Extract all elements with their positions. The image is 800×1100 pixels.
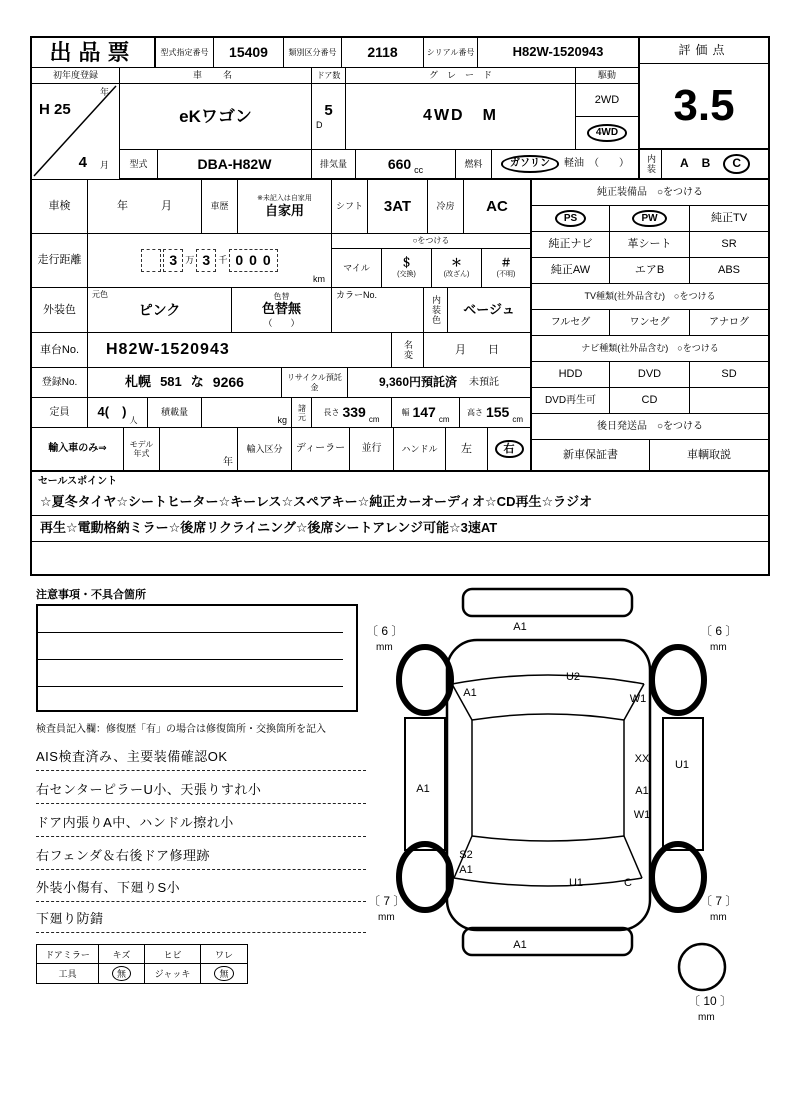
recycle-alt: 未預託 — [469, 376, 500, 388]
import-label: 輸入車のみ⇒ — [32, 428, 124, 472]
height-label: 高さ — [466, 407, 483, 417]
handle-left: 左 — [446, 428, 488, 472]
unknown-symbol: ＃ — [500, 257, 512, 270]
tools-ware-label: ワレ — [201, 945, 247, 964]
odometer-rest-digits: 000 — [229, 249, 277, 271]
shaken-value: 年 月 — [88, 180, 202, 234]
fuel-gasoline-circled: ガソリン — [501, 155, 559, 173]
notes-label: 注意事項・不具合箇所 — [36, 588, 146, 601]
genuine-equipment-header: 純正装備品 ○をつける — [532, 180, 768, 206]
equip-pw-cell — [610, 206, 690, 232]
mileage-exchange — [382, 249, 432, 288]
tire-depth-unit: mm — [378, 912, 395, 923]
zone-label-A1: A1 — [459, 864, 473, 876]
class-code-value: 2118 — [342, 38, 424, 68]
color-change-cell — [232, 288, 332, 333]
shaken-label: 車検 — [32, 180, 88, 234]
spare-tire — [679, 944, 725, 990]
fuel-label: 燃料 — [456, 150, 492, 180]
equip-airb: エアB — [610, 258, 690, 284]
equip-fullseg: フルセグ — [532, 310, 610, 336]
displacement-unit: cc — [414, 164, 424, 175]
interior-color-value: ベージュ — [448, 288, 532, 333]
equip-sd: SD — [690, 362, 768, 388]
drive-4wd-circled: 4WD — [587, 124, 627, 142]
interior-color-label: 内装色 — [431, 295, 441, 325]
length-value: 339 — [342, 404, 366, 421]
class-code-label: 類別区分番号 — [284, 38, 342, 68]
grade-value: 4WD M — [346, 84, 576, 150]
base-color-label: 元色 — [92, 290, 108, 299]
odometer-sen-digit: 3 — [196, 249, 216, 271]
tire-depth-value: 〔 7 〕 — [700, 894, 738, 908]
tire-depth-value: 〔 6 〕 — [366, 624, 404, 638]
width-label: 幅 — [401, 407, 410, 417]
zone-label-A1: A1 — [463, 687, 477, 699]
auction-sheet-form — [30, 36, 770, 576]
tire-depth-value: 〔 7 〕 — [368, 894, 406, 908]
equip-empty — [690, 388, 768, 414]
zone-label-C: C — [624, 877, 632, 889]
zone-label-A1: A1 — [513, 939, 527, 951]
diagram-zone-labels — [366, 621, 737, 1023]
rear-left-tire — [399, 844, 451, 910]
grade-label: グ レ ー ド — [346, 68, 576, 84]
zone-label-A1: A1 — [513, 621, 527, 633]
inspector-note-5: 外装小傷有、下廻りS小 — [36, 875, 366, 902]
capacity-value: 4( ) — [97, 404, 127, 420]
zone-label-XX: XX — [634, 753, 650, 765]
inspector-header: 検査員記入欄：修復歴「有」の場合は修復箇所・交換箇所を記入 — [36, 724, 326, 736]
unknown-note: (不明) — [496, 270, 516, 278]
ac-label: 冷房 — [428, 180, 464, 234]
equip-hdd: HDD — [532, 362, 610, 388]
equip-sr: SR — [690, 232, 768, 258]
handle-right-cell — [488, 428, 532, 472]
manual-cell: 車輌取説 — [650, 440, 768, 472]
drive-4wd-cell — [576, 117, 638, 150]
mileage-label: 走行距離 — [32, 234, 88, 288]
car-name-value: eKワゴン — [120, 84, 312, 150]
shift-value: 3AT — [368, 180, 428, 234]
fuel-cell — [492, 150, 638, 180]
history-cell — [238, 180, 332, 234]
model-code-value: 15409 — [214, 38, 284, 68]
width-value: 147 — [412, 404, 436, 421]
car-damage-diagram — [360, 580, 764, 1030]
sales-points-line1: ☆夏冬タイヤ☆シートヒーター☆キーレス☆スペアキー☆純正カーオーディオ☆CD再生☆ラジオ — [32, 490, 768, 516]
length-label: 長さ — [323, 407, 340, 417]
first-reg-month: 4 — [78, 153, 87, 171]
zone-label-W1: W1 — [629, 693, 647, 705]
doors-unit: D — [316, 120, 323, 131]
mileage-unknown — [482, 249, 532, 288]
drive-label: 駆動 — [576, 68, 638, 84]
later-shipping-header: 後日発送品 ○をつける — [532, 414, 768, 440]
first-reg-cell — [32, 84, 120, 180]
load-label: 積載量 — [148, 398, 202, 428]
tools-hibi-label: ヒビ — [145, 945, 201, 964]
name-change-value: 月 日 — [424, 333, 532, 368]
notes-box — [36, 604, 358, 712]
equip-abs: ABS — [690, 258, 768, 284]
drive-2wd: 2WD — [576, 84, 638, 117]
base-color-cell — [88, 288, 232, 333]
tools-kogu-label: 工具 — [37, 964, 99, 983]
front-right-tire — [652, 647, 704, 713]
score-label: 評価点 — [638, 38, 768, 64]
tire-depth-unit: mm — [376, 642, 393, 653]
recycle-label: リサイクル預託金 — [282, 368, 348, 398]
equip-cd: CD — [610, 388, 690, 414]
tools-mirror-none-cell — [99, 964, 145, 983]
equip-leather: 革シート — [610, 232, 690, 258]
displacement-cell — [356, 150, 456, 180]
history-label: 車歴 — [202, 180, 238, 234]
tools-mirror-none-circled: 無 — [112, 966, 131, 981]
interior-c-circled: C — [723, 154, 750, 174]
import-type-label: 輸入区分 — [238, 428, 292, 472]
interior-a: A — [679, 156, 689, 171]
mileage-circle-note: ○をつける — [332, 234, 532, 249]
notes-rule-1 — [38, 632, 343, 633]
rear-window-top — [472, 836, 624, 841]
capacity-label: 定員 — [32, 398, 88, 428]
front-left-tire — [399, 647, 451, 713]
plate-area: 札幌 — [125, 374, 152, 390]
odometer-box-empty — [141, 249, 161, 271]
interior-color-label-cell — [424, 288, 448, 333]
color-label: 外装色 — [32, 288, 88, 333]
equip-pw-circled: PW — [632, 210, 666, 228]
doors-label: ドア数 — [312, 68, 346, 84]
mileage-tamper — [432, 249, 482, 288]
name-change-label-cell — [392, 333, 424, 368]
model-value: DBA-H82W — [158, 150, 312, 180]
fuel-paren: （ ） — [589, 158, 629, 170]
sheet-title-text: 出品票 — [49, 39, 137, 65]
equip-oneseg: ワンセグ — [610, 310, 690, 336]
interior-label — [638, 150, 662, 180]
notes-rule-2 — [38, 659, 343, 660]
equip-tv: 純正TV — [690, 206, 768, 232]
recycle-value: 9,360円預託済 — [378, 374, 458, 389]
first-reg-year: H 25 — [39, 101, 71, 118]
chassis-value: H82W-1520943 — [88, 333, 392, 368]
windshield-base — [472, 714, 624, 720]
tools-kizu-label: キズ — [99, 945, 145, 964]
capacity-cell — [88, 398, 148, 428]
rear-bumper — [463, 928, 632, 955]
height-cell — [460, 398, 532, 428]
color-no-label: カラーNo. — [336, 290, 378, 300]
exchange-note: (交換) — [397, 270, 416, 278]
model-label: 型式 — [120, 150, 158, 180]
inspector-note-3: ドア内張りA中、ハンドル擦れ小 — [36, 810, 366, 837]
color-change-paren: （ ） — [263, 317, 300, 328]
model-year-cell: 年 — [160, 428, 238, 472]
navi-type-header: ナビ種類(社外品含む) ○をつける — [532, 336, 768, 362]
serial-label: シリアル番号 — [424, 38, 478, 68]
equip-dvd-play: DVD再生可 — [532, 388, 610, 414]
tv-type-header: TV種類(社外品含む) ○をつける — [532, 284, 768, 310]
mileage-mile: マイル — [332, 249, 382, 288]
rear-pillar-right — [624, 836, 642, 878]
zone-label-U2: U2 — [565, 671, 581, 683]
sales-points-line2: 再生☆電動格納ミラー☆後席リクライニング☆後席シートアレンジ可能☆3速AT — [32, 516, 768, 542]
import-parallel: 並行 — [350, 428, 394, 472]
serial-value: H82W-1520943 — [478, 38, 638, 68]
interior-label-text: 内装 — [646, 154, 656, 174]
odometer-man-unit: 万 — [185, 255, 195, 266]
color-no-cell — [332, 288, 424, 333]
interior-grade-cell — [662, 150, 768, 180]
equip-navi: 純正ナビ — [532, 232, 610, 258]
car-name-label: 車 名 — [120, 68, 312, 84]
equip-analog: アナログ — [690, 310, 768, 336]
tools-jack-none-circled: 無 — [214, 966, 233, 981]
base-color-value: ピンク — [138, 301, 181, 318]
inspector-note-6: 下廻り防錆 — [36, 906, 366, 933]
front-bumper — [463, 589, 632, 616]
history-value: 自家用 — [264, 202, 304, 218]
equip-ps-cell — [532, 206, 610, 232]
ac-value: AC — [464, 180, 532, 234]
zone-label-S2: S2 — [459, 849, 473, 861]
odometer-unit: km — [313, 273, 325, 284]
tools-mirror-label: ドアミラー — [37, 945, 99, 964]
tire-depth-unit: mm — [710, 912, 727, 923]
color-change-label: 色替 — [273, 291, 290, 301]
history-note: ※未記入は自家用 — [257, 194, 312, 202]
model-code-label: 型式指定番号 — [156, 38, 214, 68]
tools-jack-none-cell — [201, 964, 247, 983]
inspector-note-1: AIS検査済み、主要装備確認OK — [36, 744, 366, 771]
odometer-sen-unit: 千 — [218, 255, 228, 266]
chassis-label: 車台No. — [32, 333, 88, 368]
displacement-label: 排気量 — [312, 150, 356, 180]
doors-value: 5 — [324, 102, 333, 120]
plate-cell — [88, 368, 282, 398]
model-year-label: モデル年式 — [124, 428, 160, 472]
tools-jack-label: ジャッキ — [145, 964, 201, 983]
inspector-note-2: 右センターピラーU小、天張りすれ小 — [36, 777, 366, 804]
plate-kana: な — [190, 374, 204, 390]
handle-right-circled: 右 — [495, 440, 524, 459]
zone-label-U1: U1 — [674, 759, 690, 771]
tamper-symbol: ＊ — [451, 257, 462, 270]
doors-cell — [312, 84, 346, 150]
zone-label-W1: W1 — [633, 809, 651, 821]
spec-label-cell — [292, 398, 312, 428]
import-dealer: ディーラー — [292, 428, 350, 472]
rear-right-tire — [652, 844, 704, 910]
plate-number: 9266 — [212, 374, 244, 391]
odometer-man-digit: 3 — [163, 249, 183, 271]
capacity-unit: 人 — [129, 415, 138, 425]
interior-b: B — [701, 156, 711, 171]
registration-label: 登録No. — [32, 368, 88, 398]
name-change-label: 名変 — [403, 340, 413, 360]
length-unit: cm — [368, 414, 380, 424]
tire-depth-unit: mm — [710, 642, 727, 653]
hood-line — [452, 675, 644, 684]
displacement-value: 660 — [387, 155, 412, 172]
tire-depth-unit: mm — [698, 1012, 715, 1023]
spec-label: 諸元 — [297, 403, 307, 422]
handle-label: ハンドル — [394, 428, 446, 472]
height-value: 155 — [485, 404, 510, 421]
exchange-symbol: ＄ — [401, 257, 412, 270]
first-reg-year-unit: 年 — [99, 87, 109, 97]
zone-label-U1: U1 — [568, 877, 584, 889]
equip-dvd: DVD — [610, 362, 690, 388]
width-cell — [392, 398, 460, 428]
sales-points-label: セールスポイント — [38, 476, 118, 488]
equip-aw: 純正AW — [532, 258, 610, 284]
shift-label: シフト — [332, 180, 368, 234]
zone-label-A1: A1 — [635, 785, 649, 797]
plate-class: 581 — [160, 374, 182, 390]
length-cell — [312, 398, 392, 428]
equip-ps-circled: PS — [555, 210, 586, 228]
tamper-note: (改ざん) — [443, 270, 470, 278]
tools-table — [36, 944, 248, 984]
warranty-cell: 新車保証書 — [532, 440, 650, 472]
first-reg-month-unit: 月 — [99, 159, 109, 170]
sheet-title — [32, 38, 156, 68]
fuel-diesel: 軽油 — [564, 158, 584, 170]
recycle-value-cell — [348, 368, 532, 398]
color-change-value: 色替無 — [261, 300, 301, 316]
tire-depth-value: 〔 10 〕 — [688, 994, 733, 1008]
load-unit-cell: kg — [202, 398, 292, 428]
trunk-line — [454, 878, 642, 886]
score-value: 3.5 — [638, 64, 768, 150]
tire-depth-value: 〔 6 〕 — [700, 624, 738, 638]
notes-rule-3 — [38, 686, 343, 687]
zone-label-A1: A1 — [416, 783, 430, 795]
first-reg-label: 初年度登録 — [32, 68, 120, 84]
right-door-panel — [663, 718, 703, 850]
inspector-note-4: 右フェンダ＆右後ドア修理跡 — [36, 843, 366, 870]
odometer-cell — [88, 234, 332, 288]
height-unit: cm — [512, 414, 524, 424]
width-unit: cm — [438, 414, 450, 424]
